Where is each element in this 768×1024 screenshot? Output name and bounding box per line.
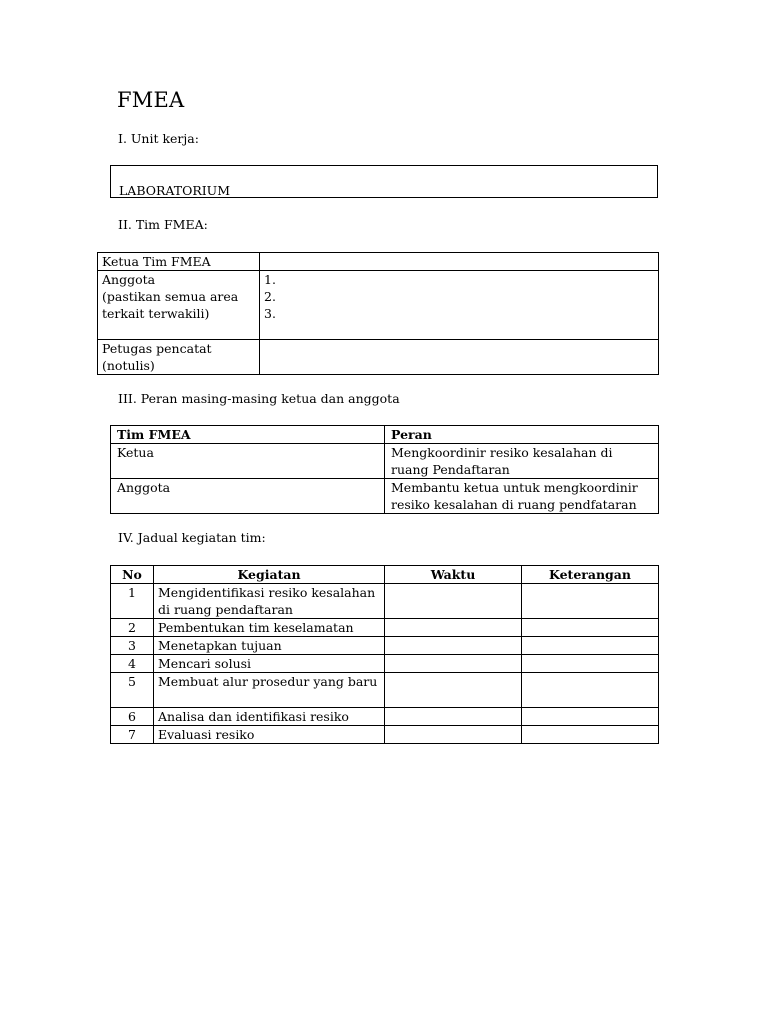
schedule-keterangan xyxy=(522,708,659,726)
schedule-kegiatan: Analisa dan identifikasi resiko xyxy=(154,708,385,726)
schedule-table xyxy=(110,565,659,744)
unit-kerja-value: LABORATORIUM xyxy=(119,183,231,198)
team-value-ketua xyxy=(260,253,659,271)
document-title: FMEA xyxy=(117,88,185,112)
schedule-waktu xyxy=(385,619,522,637)
schedule-header-keterangan: Keterangan xyxy=(522,566,659,584)
section-3-heading: III. Peran masing-masing ketua dan anggota xyxy=(118,391,400,406)
table-row xyxy=(111,584,659,619)
schedule-no: 6 xyxy=(111,708,154,726)
role-name-ketua: Ketua xyxy=(111,444,385,479)
schedule-keterangan xyxy=(522,655,659,673)
unit-kerja-box xyxy=(110,165,658,198)
schedule-header-waktu: Waktu xyxy=(385,566,522,584)
schedule-keterangan xyxy=(522,726,659,744)
table-row xyxy=(111,708,659,726)
role-desc-ketua: Mengkoordinir resiko kesalahan di ruang Pendaftaran xyxy=(385,444,659,479)
role-desc-anggota: Membantu ketua untuk mengkoordinir resiko kesalahan di ruang pendfataran xyxy=(385,479,659,514)
schedule-keterangan xyxy=(522,637,659,655)
table-row xyxy=(111,637,659,655)
section-4-heading: IV. Jadual kegiatan tim: xyxy=(118,530,266,545)
schedule-waktu xyxy=(385,655,522,673)
schedule-waktu xyxy=(385,637,522,655)
schedule-header-kegiatan: Kegiatan xyxy=(154,566,385,584)
team-label-notulis: Petugas pencatat (notulis) xyxy=(98,340,260,375)
schedule-header-no: No xyxy=(111,566,154,584)
schedule-no: 1 xyxy=(111,584,154,619)
schedule-no: 2 xyxy=(111,619,154,637)
section-2-heading: II. Tim FMEA: xyxy=(118,217,208,232)
schedule-no: 3 xyxy=(111,637,154,655)
schedule-no: 4 xyxy=(111,655,154,673)
role-name-anggota: Anggota xyxy=(111,479,385,514)
schedule-waktu xyxy=(385,726,522,744)
role-table xyxy=(110,425,659,514)
team-value-notulis xyxy=(260,340,659,375)
table-row xyxy=(111,726,659,744)
schedule-keterangan xyxy=(522,584,659,619)
schedule-no: 7 xyxy=(111,726,154,744)
team-value-anggota: 1. 2. 3. xyxy=(260,271,659,340)
role-header-tim: Tim FMEA xyxy=(111,426,385,444)
schedule-keterangan xyxy=(522,619,659,637)
table-row xyxy=(111,619,659,637)
schedule-waktu xyxy=(385,584,522,619)
schedule-waktu xyxy=(385,708,522,726)
schedule-kegiatan: Membuat alur prosedur yang baru xyxy=(154,673,385,708)
schedule-waktu xyxy=(385,673,522,708)
table-row xyxy=(111,673,659,708)
schedule-kegiatan: Menetapkan tujuan xyxy=(154,637,385,655)
team-label-anggota: Anggota (pastikan semua area terkait terwakili) xyxy=(98,271,260,340)
schedule-kegiatan: Evaluasi resiko xyxy=(154,726,385,744)
schedule-no: 5 xyxy=(111,673,154,708)
schedule-kegiatan: Mencari solusi xyxy=(154,655,385,673)
schedule-kegiatan: Pembentukan tim keselamatan xyxy=(154,619,385,637)
section-1-heading: I. Unit kerja: xyxy=(118,131,199,146)
team-label-ketua: Ketua Tim FMEA xyxy=(98,253,260,271)
schedule-keterangan xyxy=(522,673,659,708)
team-table xyxy=(97,252,659,375)
table-row xyxy=(111,655,659,673)
schedule-kegiatan: Mengidentifikasi resiko kesalahan di ruang pendaftaran xyxy=(154,584,385,619)
role-header-peran: Peran xyxy=(385,426,659,444)
